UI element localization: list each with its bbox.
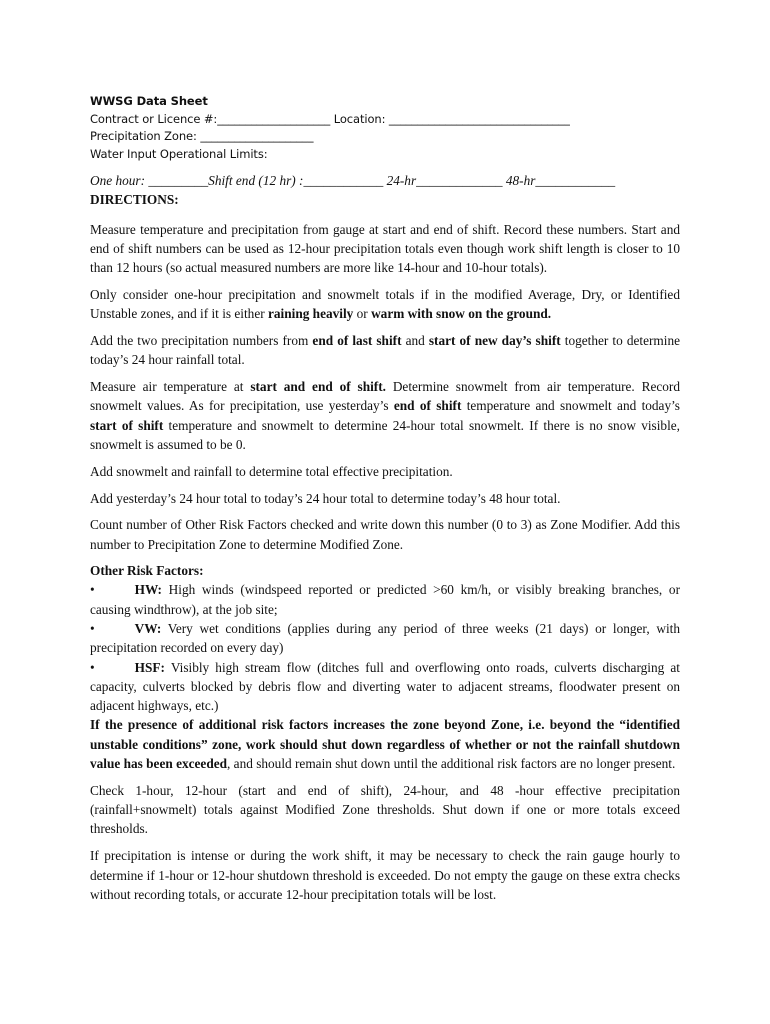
direction-paragraph-3: Add the two precipitation numbers from end of last shift and start of new day’s shift together to determine today’s 24 hour rainfall total. <box>90 333 681 368</box>
bullet-marker: • <box>90 659 95 675</box>
operational-limits-fields: One hour: _________Shift end (12 hr) :____________ 24-hr_____________ 48-hr____________ <box>90 173 616 188</box>
direction-paragraph-1: Measure temperature and precipitation from gauge at start and end of shift. Record these numbers. Start and end of shift numbers can be used as 12-hour precipitation totals even though work shift length is closer to 10 than 12 hours (so actual measured numbers are more like 14-hour and 10-hour totals). <box>90 221 680 276</box>
document-page <box>90 93 680 904</box>
direction-paragraph-7: Count number of Other Risk Factors checked and write down this number (0 to 3) as Zone Modifier. Add this number to Precipitation Zone to determine Modified Zone. <box>90 517 680 552</box>
direction-paragraph-6: Add yesterday’s 24 hour total to today’s 24 hour total to determine today’s 48 hour total. <box>90 490 561 506</box>
risk-factors-heading: Other Risk Factors: <box>90 563 204 579</box>
bullet-marker: • <box>90 620 95 636</box>
risk-factor-code: VW: <box>134 620 162 636</box>
risk-factor-warning: If the presence of additional risk factors increases the zone beyond Zone, i.e. beyond the “identified unstable conditions” zone, work should shut down regardless of whether or not the rainfall shutdown value has been exceeded, and should remain shut down until the additional risk factors are no longer present. <box>90 717 680 772</box>
risk-factor-item-vw <box>90 619 680 658</box>
risk-factor-item-hsf <box>90 658 680 716</box>
direction-paragraph-5: Add snowmelt and rainfall to determine total effective precipitation. <box>90 463 453 479</box>
risk-factor-text: Visibly high stream flow (ditches full and overflowing onto roads, culverts discharging at capacity, culverts blocked by debris flow and diverting water to adjacent streams, floodwater present on adjacent highways, etc.) <box>90 659 680 714</box>
risk-factor-text: Very wet conditions (applies during any period of three weeks (21 days) or longer, with precipitation recorded on every day) <box>90 620 680 656</box>
risk-factor-code: HW: <box>134 582 162 598</box>
sheet-header <box>90 93 680 163</box>
direction-paragraph-4: Measure air temperature at start and end of shift. Determine snowmelt from air temperature. Record snowmelt values. As for precipitation, use yesterday’s end of shift temperature and snowmelt and today’s start of shift temperature and snowmelt to determine 24-hour total snowmelt. If there is no snow visible, snowmelt is assumed to be 0. <box>90 379 680 453</box>
threshold-check-paragraph: Check 1-hour, 12-hour (start and end of shift), 24-hour, and 48 -hour effective precipitation (rainfall+snowmelt) totals against Modified Zone thresholds. Shut down if one or more totals exceed thresholds. <box>90 782 680 837</box>
operational-limits-label: Water Input Operational Limits: <box>90 146 268 161</box>
risk-factor-item-hw <box>90 580 680 619</box>
bullet-marker: • <box>90 582 95 598</box>
precipitation-zone-line: Precipitation Zone: ____________________ <box>90 129 314 143</box>
directions-heading: DIRECTIONS: <box>90 192 179 208</box>
hourly-check-paragraph: If precipitation is intense or during the work shift, it may be necessary to check the rain gauge hourly to determine if 1-hour or 12-hour shutdown threshold is exceeded. Do not empty the gauge on these extra checks without recording totals, or accurate 12-hour precipitation totals will be lost. <box>90 848 680 902</box>
sheet-title: WWSG Data Sheet <box>90 94 208 108</box>
direction-paragraph-2: Only consider one-hour precipitation and snowmelt totals if in the modified Average, Dry, or Identified Unstable zones, and if it is either raining heavily or warm with snow on the ground. <box>90 286 680 322</box>
risk-factor-code: HSF: <box>134 659 165 675</box>
contract-location-line: Contract or Licence #:____________________ Location: ________________________________ <box>90 111 570 126</box>
risk-factor-text: High winds (windspeed reported or predicted >60 km/h, or visibly breaking branches, or causing windthrow), at the job site; <box>90 582 680 617</box>
